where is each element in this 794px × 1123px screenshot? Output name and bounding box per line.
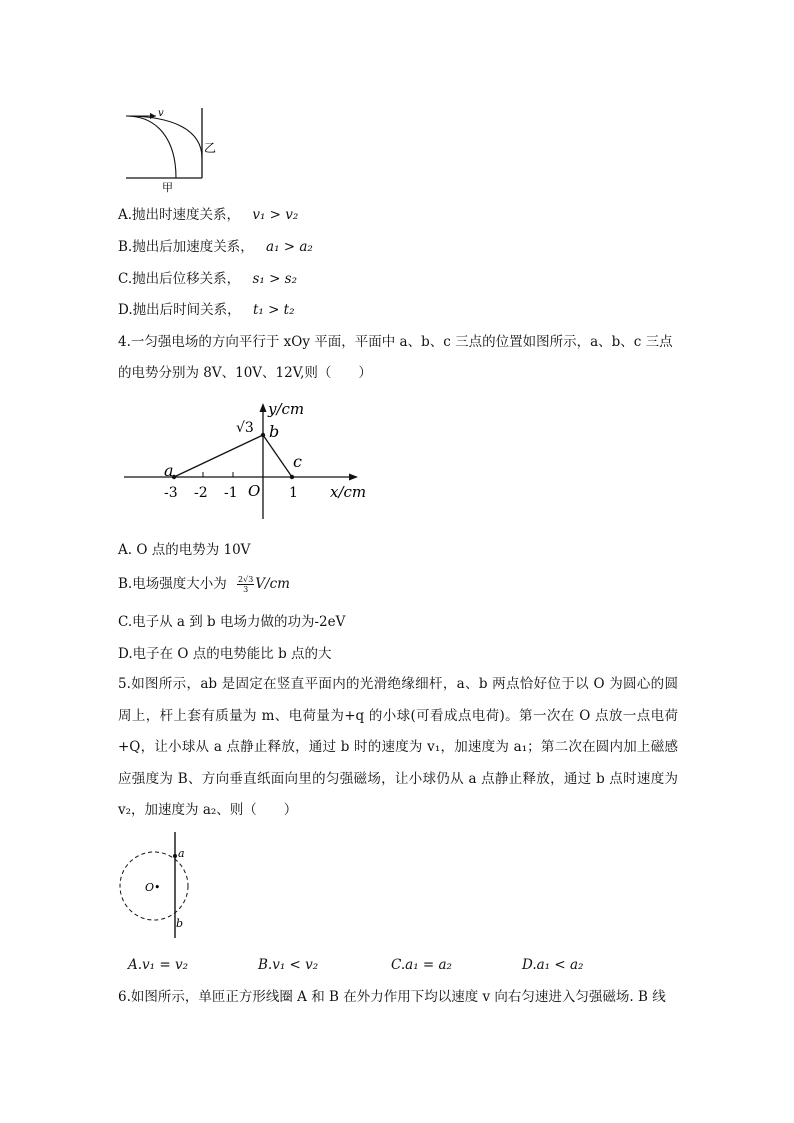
x-axis-arrowhead [349, 474, 358, 481]
y-axis-arrowhead [260, 403, 267, 412]
fraction-numerator: 2√3 [238, 575, 254, 584]
label-a: a [178, 847, 185, 860]
q4-option-b [118, 575, 290, 594]
q3-option-d [118, 301, 295, 319]
label-c: c [293, 452, 302, 471]
segment-bc [263, 435, 292, 477]
x-axis-label: x/cm [330, 483, 367, 501]
q3-option-a-text: A.抛出时速度关系， [118, 207, 241, 223]
segment-ab [174, 435, 263, 477]
q4-option-c: C.电子从 a 到 b 电场力做的功为-2eV [118, 614, 346, 630]
q4-option-a: A. O 点的电势为 10V [118, 542, 251, 558]
q4-stem-line1: 4.一匀强电场的方向平行于 xOy 平面，平面中 a、b、c 三点的位置如图所示，a、b、c 三点 [118, 334, 673, 350]
q5-circle-figure [118, 830, 198, 940]
q4-coordinate-figure [118, 395, 378, 525]
q3-option-b [118, 238, 313, 256]
q3-option-c-relation: s₁ > s₂ [252, 271, 298, 287]
fraction-denominator: 3 [243, 585, 249, 594]
q3-option-b-text: B.抛出后加速度关系， [118, 239, 254, 255]
q3-option-d-relation: t₁ > t₂ [252, 302, 295, 318]
tick-label-1: 1 [289, 485, 298, 501]
q4-stem-line2: 的电势分别为 8V、10V、12V,则（ ） [118, 365, 372, 381]
tick-label-minus2: -2 [194, 485, 208, 501]
label-b: b [176, 917, 184, 930]
ball-a [173, 854, 177, 858]
point-c [290, 475, 294, 479]
q4-option-b-text: B.电场强度大小为 [118, 576, 227, 592]
label-a: a [164, 461, 174, 480]
q3-option-a-relation: v₁ > v₂ [252, 207, 299, 223]
tick-label-minus3: -3 [164, 485, 178, 501]
q4-option-b-unit: V/cm [255, 576, 290, 592]
q5-stem: 5.如图所示，ab 是固定在竖直平面内的光滑绝缘细杆，a、b 两点恰好位于以 O 为圆心的圆周上，杆上套有质量为 m、电荷量为+q 的小球(可看成点电荷)。第一次在 O 点放一点电荷+Q，让小球从 a 点静止释放，通过 b 时的速度为 v₁，加速度为 a₁；第二次在圆内加上磁感应强度为 B、方向垂直纸面向里的匀强磁场，让小球仍从 a 点静止释放，通过 b 点时速度为 v₂，加速度为 a₂、则（ ） [118, 676, 678, 818]
q3-option-c-text: C.抛出后位移关系， [118, 271, 241, 287]
q3-option-b-relation: a₁ > a₂ [266, 239, 313, 255]
q4-option-b-fraction [237, 575, 254, 594]
velocity-label: v [158, 108, 164, 119]
q6-stem: 6.如图所示，单匝正方形线圈 A 和 B 在外力作用下均以速度 v 向右匀速进入匀强磁场. B 线 [118, 989, 666, 1005]
q5-option-d: D.a₁ < a₂ [522, 957, 584, 973]
tick-label-minus1: -1 [224, 485, 238, 501]
q3-option-c [118, 270, 297, 288]
label-o: O• [145, 881, 161, 894]
q3-option-d-text: D.抛出后时间关系， [118, 302, 241, 318]
y-axis-label: y/cm [268, 400, 305, 418]
q5-option-c: C.a₁ = a₂ [391, 957, 452, 973]
q4-option-d: D.电子在 O 点的电势能比 b 点的大 [118, 646, 332, 662]
label-jia: 甲 [162, 181, 173, 194]
q3-option-a [118, 206, 298, 224]
trajectory-jia [126, 116, 176, 178]
origin-label: O [248, 482, 261, 500]
point-b [261, 433, 265, 437]
q5-option-a: A.v₁ = v₂ [128, 957, 189, 973]
sqrt3-label: √3 [236, 420, 254, 436]
trajectory-yi [126, 116, 202, 158]
q5-option-b: B.v₁ < v₂ [258, 957, 319, 973]
trajectory-figure [118, 100, 228, 195]
label-b: b [269, 422, 280, 441]
label-yi: 乙 [204, 141, 217, 155]
